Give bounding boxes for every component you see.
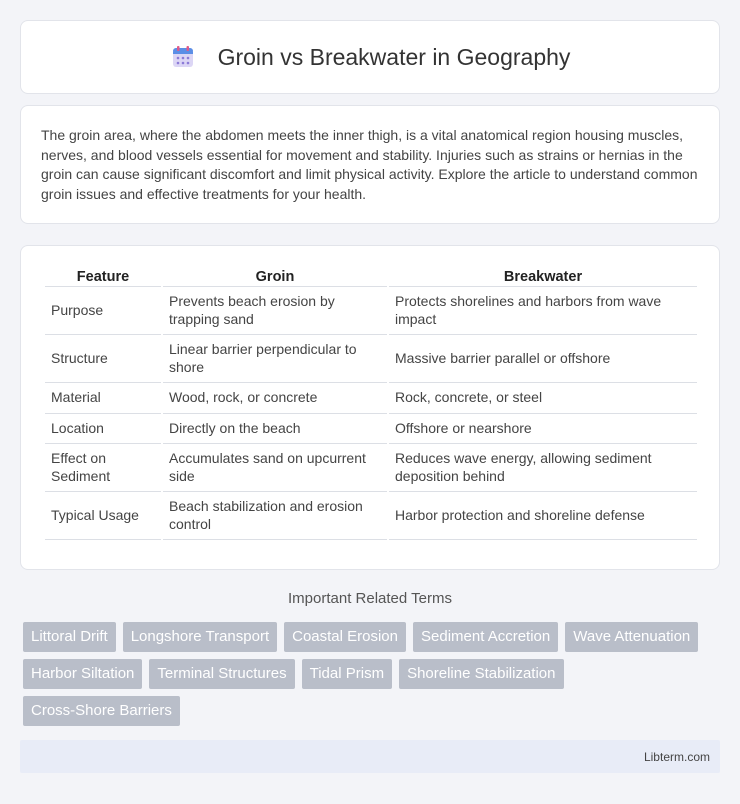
table-row [45,287,697,335]
comparison-card [20,245,720,570]
cell-feature: Purpose [45,287,161,335]
cell-breakwater: Massive barrier parallel or offshore [389,335,697,383]
cell-breakwater: Reduces wave energy, allowing sediment deposition behind [389,444,697,492]
tag-coastal-erosion[interactable]: Coastal Erosion [284,622,406,652]
tag-shoreline-stabilization[interactable]: Shoreline Stabilization [399,659,563,689]
cell-breakwater: Rock, concrete, or steel [389,383,697,414]
header-breakwater: Breakwater [389,266,697,287]
header-feature: Feature [45,266,161,287]
comparison-table [43,266,699,540]
cell-feature: Structure [45,335,161,383]
cell-breakwater: Offshore or nearshore [389,414,697,445]
footer-site-name[interactable]: Libterm.com [643,749,710,764]
cell-groin: Wood, rock, or concrete [163,383,387,414]
tag-wave-attenuation[interactable]: Wave Attenuation [565,622,698,652]
tag-cross-shore-barriers[interactable]: Cross-Shore Barriers [23,696,180,726]
intro-card [20,105,720,224]
cell-breakwater: Harbor protection and shoreline defense [389,492,697,540]
table-row [45,492,697,540]
cell-feature: Location [45,414,161,445]
tag-harbor-siltation[interactable]: Harbor Siltation [23,659,142,689]
related-terms-list [23,622,703,726]
table-row [45,335,697,383]
header-groin: Groin [163,266,387,287]
cell-feature: Material [45,383,161,414]
calendar-icon [170,44,196,70]
cell-feature: Typical Usage [45,492,161,540]
cell-feature: Effect on Sediment [45,444,161,492]
cell-groin: Linear barrier perpendicular to shore [163,335,387,383]
tag-tidal-prism[interactable]: Tidal Prism [302,659,392,689]
cell-groin: Directly on the beach [163,414,387,445]
title-card [20,20,720,94]
tag-littoral-drift[interactable]: Littoral Drift [23,622,116,652]
page-title: Groin vs Breakwater in Geography [217,43,571,70]
cell-groin: Prevents beach erosion by trapping sand [163,287,387,335]
table-row [45,444,697,492]
footer [20,740,720,773]
tag-sediment-accretion[interactable]: Sediment Accretion [413,622,558,652]
table-row [45,383,697,414]
tag-terminal-structures[interactable]: Terminal Structures [149,659,294,689]
cell-groin: Accumulates sand on upcurrent side [163,444,387,492]
intro-paragraph: The groin area, where the abdomen meets the inner thigh, is a vital anatomical region housing muscles, nerves, and blood vessels essential for movement and stability. Injuries such as strains or hernias in the groin can cause significant discomfort and limit physical activity. Explore the article to understand common groin issues and effective treatments for your health. [41,127,698,202]
cell-breakwater: Protects shorelines and harbors from wave impact [389,287,697,335]
cell-groin: Beach stabilization and erosion control [163,492,387,540]
table-header-row [45,266,697,287]
table-row [45,414,697,445]
tag-longshore-transport[interactable]: Longshore Transport [123,622,277,652]
related-terms-title: Important Related Terms [288,590,452,607]
